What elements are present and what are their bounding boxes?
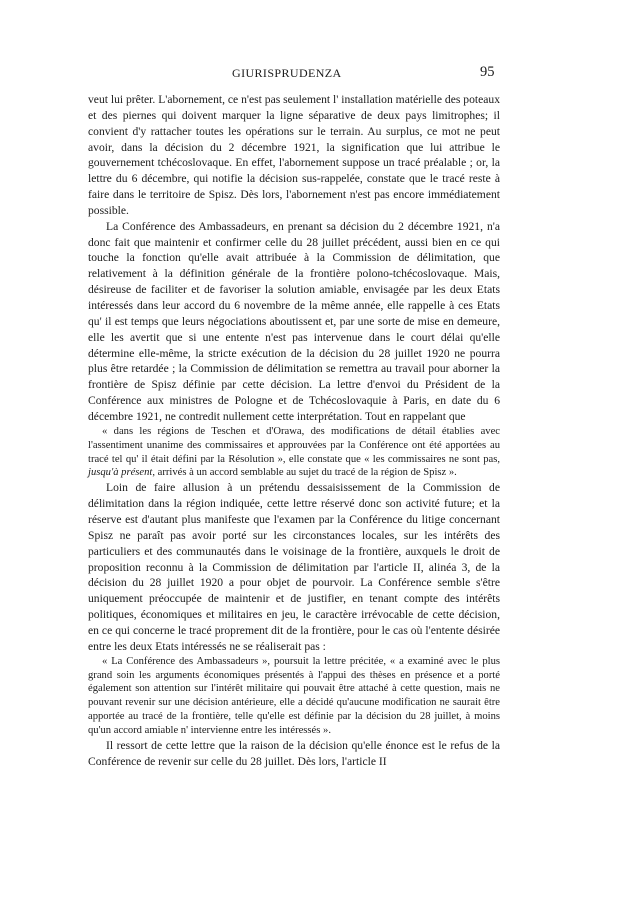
block-quote-2: « La Conférence des Ambassadeurs », poursuit la lettre précitée, « a examiné avec le plus grand soin les arguments économiques présentés à l'appui des thèses en présence et a porté également son attention sur l'intérêt militaire qui pouvait être attaché à cette question, mais ne pouvant revenir sur une décision antérieure, elle a décidé qu'aucune modification ne saurait être apportée au tracé de la frontière, telle qu'elle est définie par la décision du 28 juillet, à moins qu'un accord amiable n' intervienne entre les intéressés ». [88, 655, 500, 737]
paragraph-4: Il ressort de cette lettre que la raison de la décision qu'elle énonce est le refus de la Conférence de revenir sur celle du 28 juillet. Dès lors, l'article II [88, 739, 500, 768]
page-number: 95 [480, 64, 495, 80]
paragraph-3: Loin de faire allusion à un prétendu dessaisissement de la Commission de délimitation dans la région indiquée, cette lettre réservé donc son activité future; et la réserve est d'autant plus manifeste que l'examen par la Conférence du litige concernant Spisz ne paraît pas avoir porté sur les circonstances locales, sur les intérêts des particuliers et des communautés dans le voisinage de la frontière, auxquels le droit de proposition reconnu à la Commission de délimitation par l'article II, alinéa 3, de la décision du 28 juillet 1920 a pour objet de pourvoir. La Conférence semble s'être uniquement préoccupée de maintenir et de justifier, en tenant compte des intérêts politiques, économiques et militaires en jeu, le caractère irrévocable de cette décision, en ce qui concerne le tracé proprement dit de la frontière, pour le cas où l'entente désirée entre les deux Etats intéressés ne se réaliserait pas : [88, 481, 500, 653]
running-head [0, 66, 643, 86]
quote-1-emphasis: jusqu'à présent [88, 467, 153, 479]
body-text [88, 92, 500, 770]
block-quote-1 [88, 425, 500, 481]
paragraph-2: La Conférence des Ambassadeurs, en prenant sa décision du 2 décembre 1921, n'a donc fait que maintenir et confirmer celle du 28 juillet précédent, aussi bien en ce qui touche la fonction qu'elle avait attribuée à la Commission de délimitation, que relativement à la définition générale de la frontière polono-tchécoslovaque. Mais, désireuse de faciliter et de favoriser la solution amiable, envisagée par les deux Etats intéressés dans leur accord du 6 novembre de la même année, elle rappelle à ces Etats qu' il est temps que leurs négociations aboutissent et, par une sorte de mise en demeure, elle les avertit que si une entente n'est pas intervenue dans le court délai qu'elle détermine elle-même, la stricte exécution de la décision du 28 juillet 1920 ne pourra plus être retardée ; la Commission de délimitation se remettra au travail pour aborner la frontière de Spisz définie par cette décision. La lettre d'envoi du Président de la Conférence aux ministres de Pologne et de Tchécoslovaquie à Paris, en date du 6 décembre 1921, ne contredit nullement cette interprétation. Tout en rappelant que [88, 219, 500, 423]
quote-1-part-a: « dans les régions de Teschen et d'Orawa, des modifications de détail établies avec l'assentiment unanime des commissaires et approuvées par la Conférence ont été apportées au tracé tel qu' il était défini par la Résolution », elle constate que « les commissaires ne sont pas, [88, 425, 500, 465]
quote-1-part-b: , arrivés à un accord semblable au sujet du tracé de la région de Spisz ». [152, 467, 457, 479]
running-title: GIURISPRUDENZA [232, 66, 342, 80]
paragraph-1: veut lui prêter. L'abornement, ce n'est pas seulement l' installation matérielle des poteaux et des piernes qui doivent marquer la ligne séparative de deux pays limitrophes; il convient d'y rattacher toutes les opérations sur le terrain. Au surplus, ce mot ne peut avoir, dans la décision du 2 décembre 1921, la signification que lui attribue le gouvernement tchécoslovaque. En effet, l'abornement suppose un tracé préalable ; or, la lettre du 6 décembre, qui notifie la décision sus-rappelée, constate que le tracé reste à faire dans le territoire de Spisz. Dès lors, l'abornement n'est pas encore immédiatement possible. [88, 93, 500, 217]
